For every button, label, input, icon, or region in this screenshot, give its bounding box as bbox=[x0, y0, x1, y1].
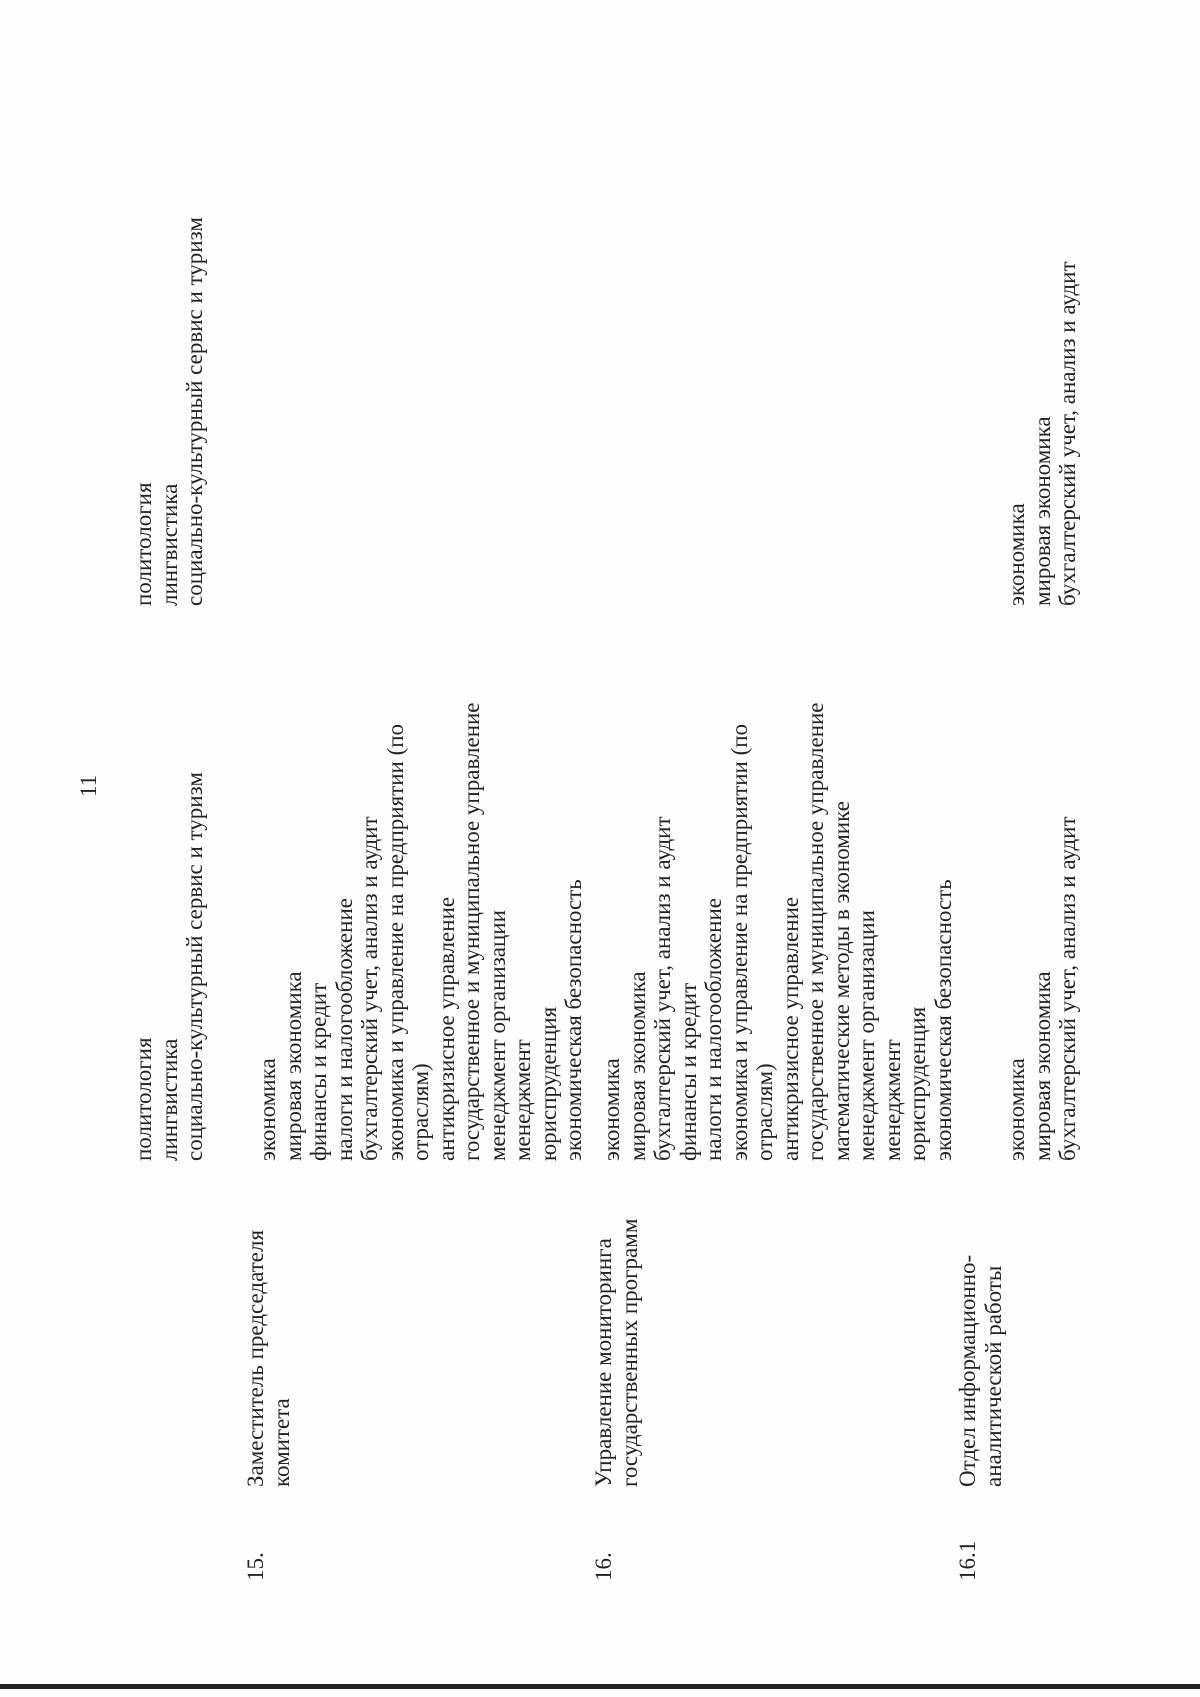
position-title bbox=[591, 1219, 642, 1487]
list-item: экономика bbox=[255, 1058, 280, 1161]
row-number: 15. bbox=[243, 1552, 268, 1581]
list-item: финансы и кредит bbox=[675, 982, 701, 1161]
list-item: государственное и муниципальное управление bbox=[459, 702, 484, 1161]
list-item: отраслям) bbox=[408, 1063, 433, 1161]
list-item: экономическая безопасность bbox=[561, 879, 586, 1161]
position-line: Управление мониторинга bbox=[591, 1238, 616, 1487]
position-line: Отдел информационно- bbox=[955, 1254, 980, 1487]
list-item: политология bbox=[131, 1037, 156, 1161]
row-number: 16. bbox=[591, 1552, 616, 1581]
list-item: отраслям) bbox=[752, 1063, 777, 1161]
list-item: экономика и управление на предприятии (по bbox=[382, 723, 408, 1161]
position-title bbox=[955, 1255, 1006, 1487]
list-item: бухгалтерский учет, анализ и аудит bbox=[1055, 261, 1080, 606]
scan-edge-line bbox=[0, 1684, 1200, 1689]
page-number: 11 bbox=[76, 774, 101, 797]
list-item: лингвистика bbox=[156, 1038, 182, 1161]
list-item: бухгалтерский учет, анализ и аудит bbox=[650, 816, 675, 1161]
list-item: экономическая безопасность bbox=[930, 879, 956, 1161]
list-item: государственное и муниципальное управление bbox=[803, 702, 828, 1161]
list-item: экономика bbox=[1004, 503, 1029, 606]
list-item: менеджмент организации bbox=[484, 910, 510, 1161]
list-item: математические методы в экономике bbox=[828, 801, 854, 1161]
specialties-list bbox=[131, 772, 208, 1161]
equivalents-list bbox=[1004, 261, 1081, 606]
list-item: финансы и кредит bbox=[306, 982, 331, 1161]
position-line: Заместитель председателя bbox=[243, 1229, 268, 1487]
list-item: социально-культурный сервис и туризм bbox=[182, 217, 207, 606]
specialties-list bbox=[599, 702, 956, 1161]
position-title bbox=[243, 1230, 294, 1487]
list-item: экономика bbox=[599, 1058, 624, 1161]
list-item: менеджмент bbox=[879, 1039, 905, 1161]
list-item: бухгалтерский учет, анализ и аудит bbox=[1055, 816, 1080, 1161]
list-item: антикризисное управление bbox=[433, 896, 459, 1161]
list-item: бухгалтерский учет, анализ и аудит bbox=[357, 816, 382, 1161]
list-item: менеджмент организации bbox=[854, 910, 879, 1161]
list-item: мировая экономика bbox=[1029, 416, 1055, 606]
list-item: мировая экономика bbox=[280, 971, 306, 1161]
position-line: аналитической работы bbox=[980, 1265, 1006, 1487]
list-item: налоги и налогообложение bbox=[701, 898, 726, 1161]
list-item: юриспруденция bbox=[905, 1006, 930, 1161]
specialties-list bbox=[255, 702, 587, 1161]
list-item: мировая экономика bbox=[1029, 971, 1055, 1161]
specialties-list bbox=[1004, 816, 1081, 1161]
list-item: экономика и управление на предприятии (по bbox=[726, 723, 752, 1161]
list-item: экономика bbox=[1004, 1058, 1029, 1161]
list-item: лингвистика bbox=[156, 483, 182, 606]
position-line: государственных программ bbox=[616, 1218, 642, 1487]
list-item: социально-культурный сервис и туризм bbox=[182, 772, 207, 1161]
row-number: 16.1 bbox=[955, 1540, 980, 1581]
list-item: менеджмент bbox=[510, 1039, 535, 1161]
equivalents-list bbox=[131, 217, 208, 606]
position-line: комитета bbox=[268, 1398, 294, 1487]
list-item: мировая экономика bbox=[624, 971, 650, 1161]
list-item: политология bbox=[131, 482, 156, 606]
list-item: юриспруденция bbox=[535, 1006, 561, 1161]
list-item: антикризисное управление bbox=[777, 896, 803, 1161]
list-item: налоги и налогообложение bbox=[331, 898, 357, 1161]
